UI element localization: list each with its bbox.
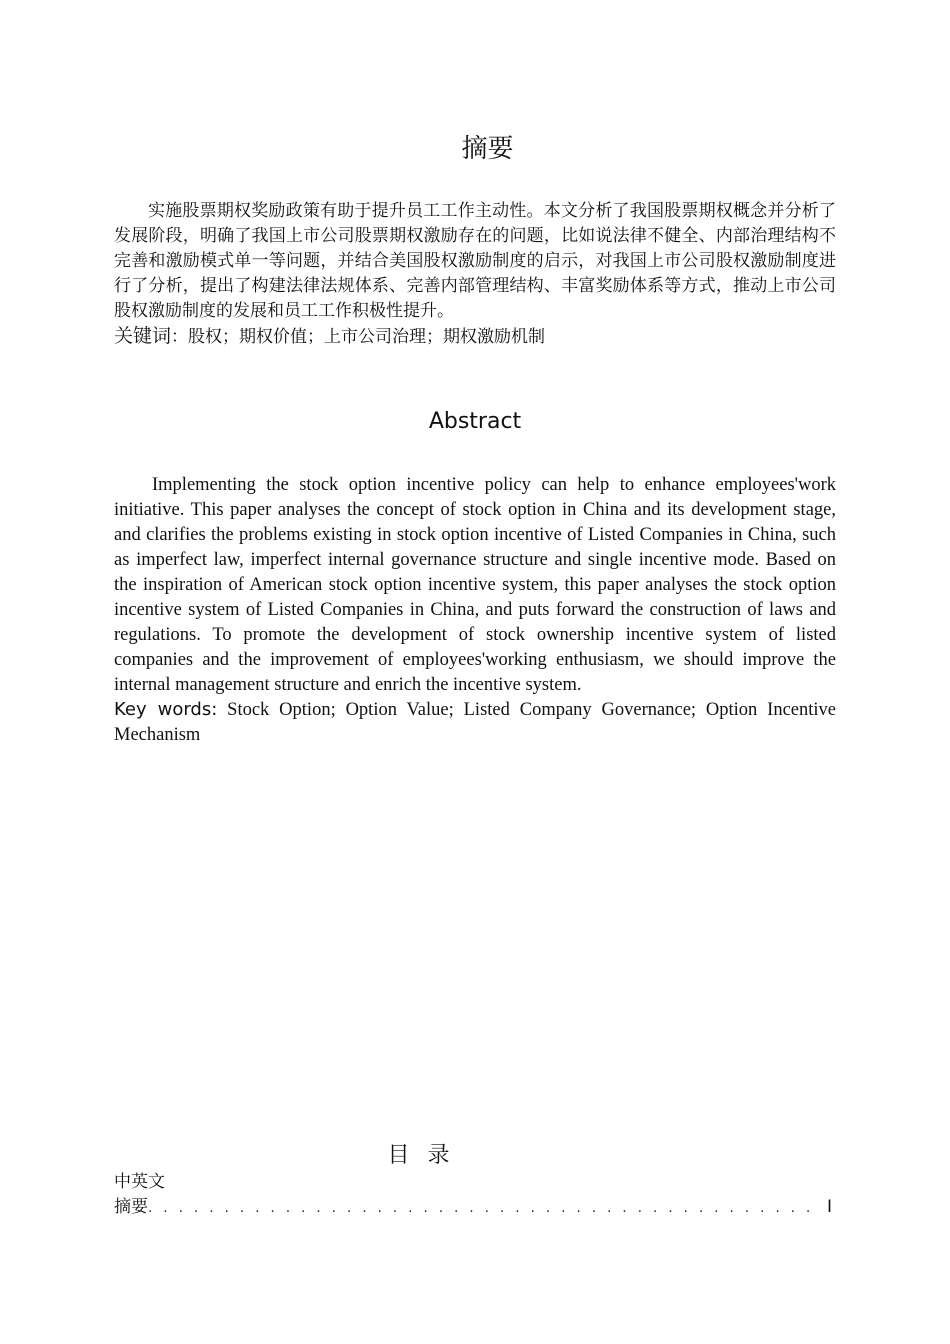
english-keywords-line	[114, 697, 836, 748]
chinese-abstract-body: 实施股票期权奖励政策有助于提升员工工作主动性。本文分析了我国股票期权概念并分析了发展阶段，明确了我国上市公司股票期权激励存在的问题，比如说法律不健全、内部治理结构不完善和激励模式单一等问题，并结合美国股权激励制度的启示，对我国上市公司股权激励制度进行了分析，提出了构建法律法规体系、完善内部管理结构、丰富奖励体系等方式，推动上市公司股权激励制度的发展和员工工作积极性提升。	[114, 201, 836, 321]
toc-title: 目录	[387, 1143, 468, 1168]
toc-section-label: 中英文	[114, 1172, 165, 1192]
chinese-abstract-title: 摘要	[461, 134, 514, 164]
english-abstract-body: Implementing the stock option incentive policy can help to enhance employees'work initiative. This paper analyses the concept of stock option in China and its development stage, and clarifies the problems existing in stock option incentive of Listed Companies in China, such as imperfect law, imperfect internal governance structure and single incentive mode. Based on the inspiration of American stock option incentive system, this paper analyses the stock option incentive system of Listed Companies in China, and puts forward the construction of laws and regulations. To promote the development of stock ownership incentive system of listed companies and the improvement of employees'working enthusiasm, we should improve the internal management structure and enrich the incentive system.	[114, 475, 836, 695]
toc-entry[interactable]	[114, 1195, 836, 1220]
english-abstract-title: Abstract	[428, 409, 522, 434]
chinese-keywords-line	[114, 324, 836, 350]
toc-leader-dots	[148, 1196, 821, 1221]
english-keywords-text: Stock Option; Option Value; Listed Company Governance; Option Incentive Mechanism	[114, 700, 837, 745]
toc-entry-page: I	[826, 1197, 832, 1217]
chinese-keywords-label: 关键词	[114, 325, 172, 347]
english-keywords-label: Key words:	[114, 699, 218, 720]
toc-entry-label: 摘要	[114, 1197, 148, 1217]
chinese-keywords-text: 股权；期权价值；上市公司治理；期权激励机制	[188, 327, 546, 347]
chinese-keywords-separator: ：	[171, 327, 189, 347]
